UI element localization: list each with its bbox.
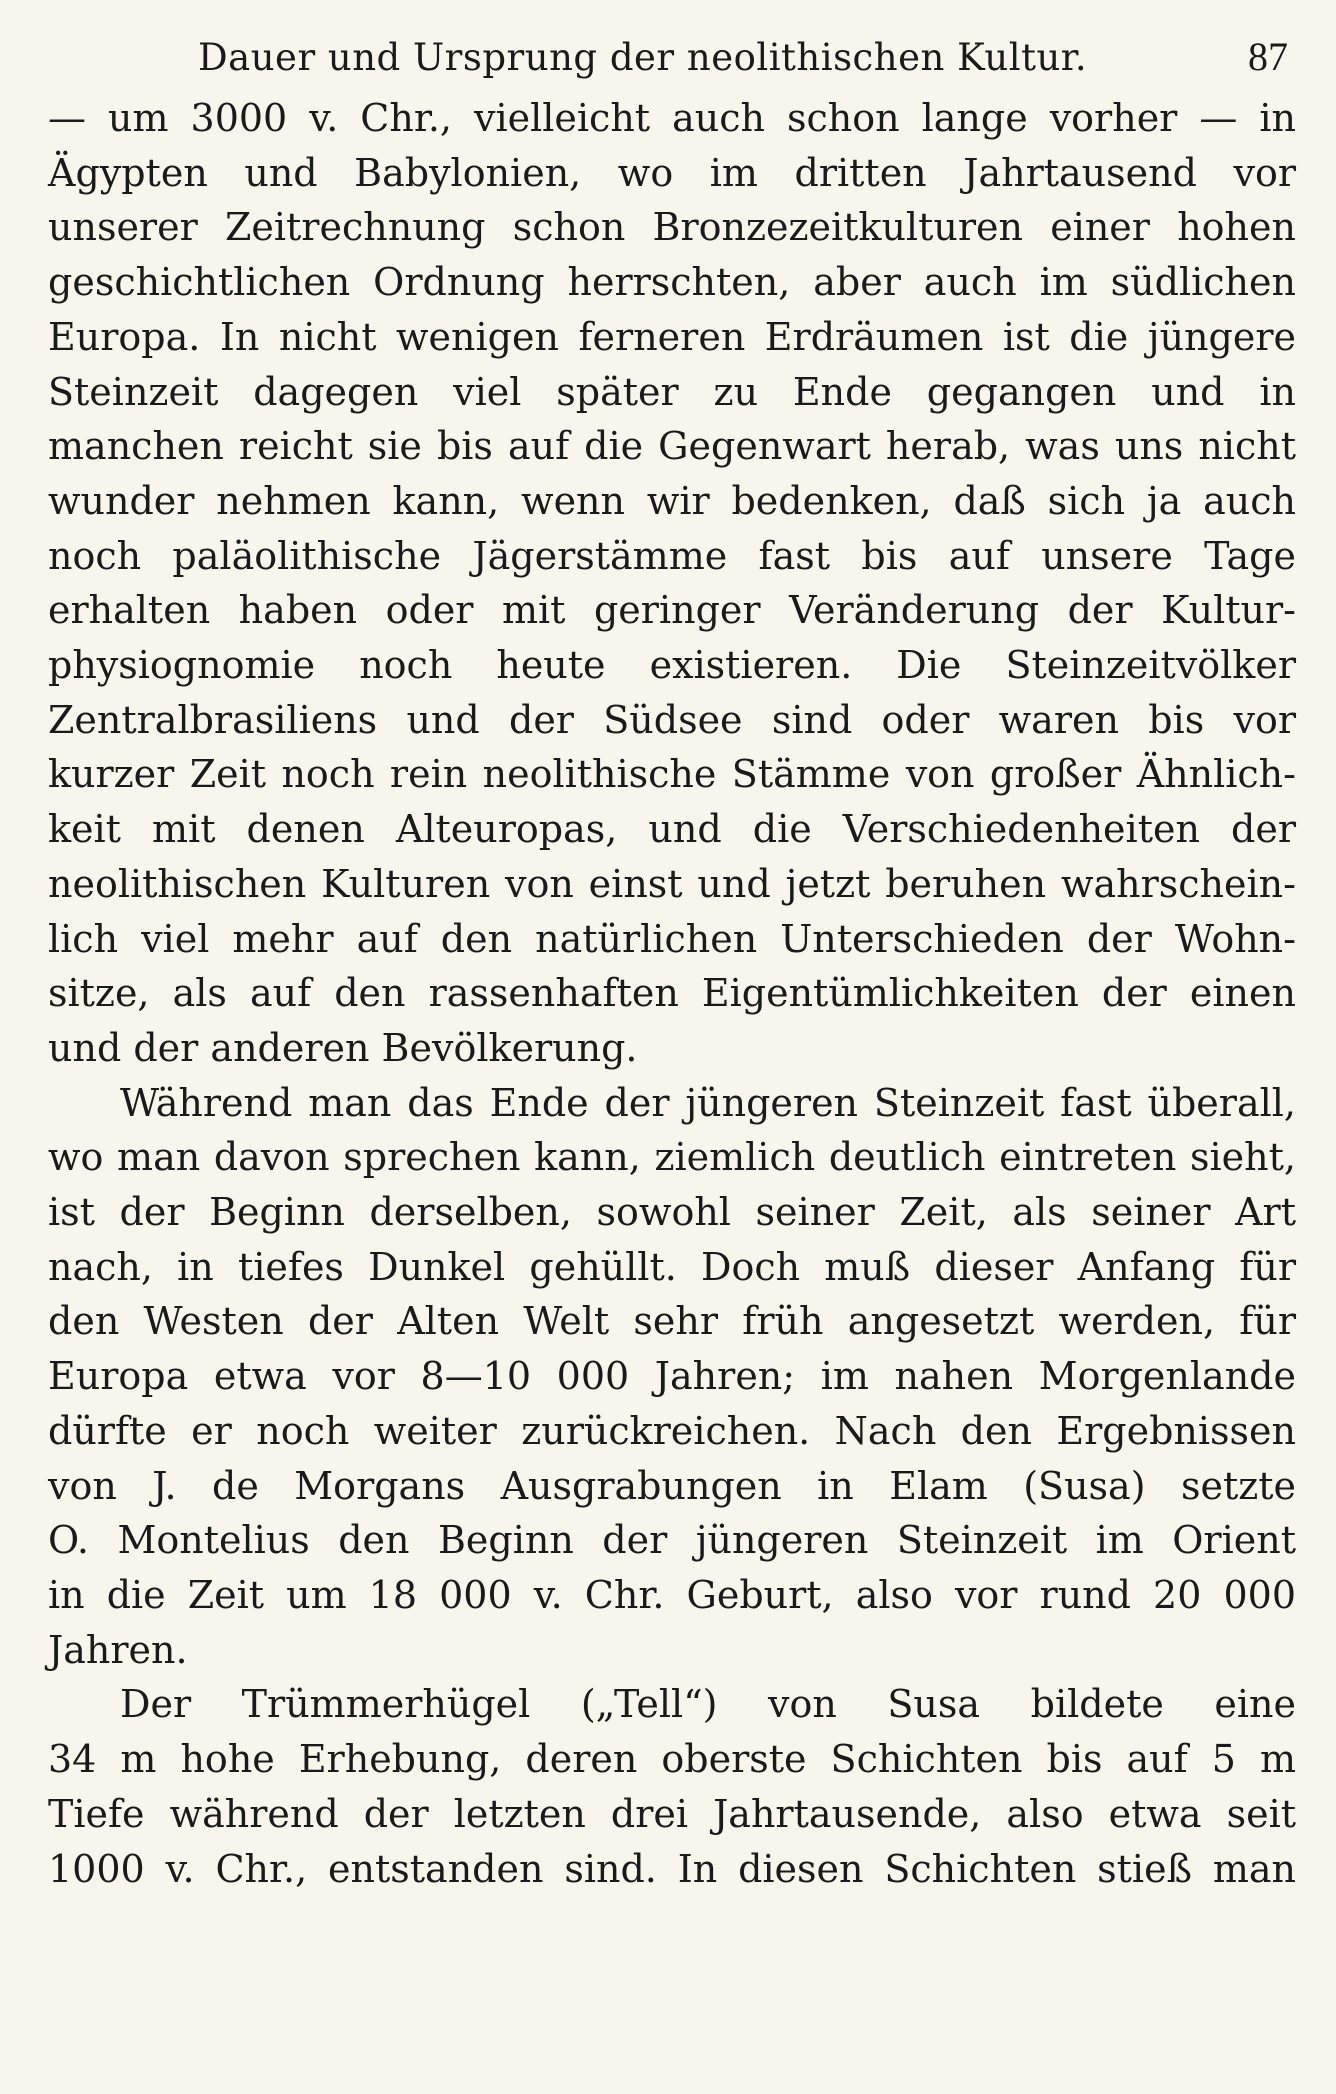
body-text (48, 91, 1296, 1896)
text-line: Europa. In nicht wenigen ferneren Erdräumen ist die jüngere (48, 314, 1296, 359)
paragraph-3 (48, 1677, 1296, 1896)
text-line: 1000 v. Chr., entstanden sind. In diesen Schichten stieß man (48, 1846, 1296, 1891)
text-line: Zentralbrasiliens und der Südsee sind oder waren bis vor (48, 697, 1296, 742)
text-line: von J. de Morgans Ausgrabungen in Elam (Susa) setzte (48, 1463, 1296, 1508)
paragraph-2 (48, 1076, 1296, 1678)
text-line: wo man davon sprechen kann, ziemlich deutlich eintreten sieht, (48, 1135, 1296, 1180)
text-line: Der Trümmerhügel („Tell“) von Susa bildete eine (120, 1682, 1296, 1727)
text-line: — um 3000 v. Chr., vielleicht auch schon lange vorher — in (48, 96, 1296, 140)
running-title: Dauer und Ursprung der neolithischen Kultur. (198, 36, 1088, 79)
text-line: neolithischen Kulturen von einst und jetzt beruhen wahrschein- (48, 861, 1296, 906)
running-head (48, 32, 1296, 83)
text-line: dürfte er noch weiter zurückreichen. Nach den Ergebnissen (48, 1408, 1296, 1453)
text-line: sitze, als auf den rassenhaften Eigentümlichkeiten der einen (48, 971, 1296, 1016)
text-line: keit mit denen Alteuropas, und die Verschiedenheiten der (48, 807, 1296, 852)
text-line: Europa etwa vor 8—10 000 Jahren; im nahen Morgenlande (48, 1354, 1296, 1399)
text-line: physiognomie noch heute existieren. Die Steinzeitvölker (48, 643, 1296, 688)
text-line: lich viel mehr auf den natürlichen Unterschieden der Wohn- (48, 916, 1296, 961)
text-line: Jahren. (48, 1627, 188, 1672)
text-line: in die Zeit um 18 000 v. Chr. Geburt, also vor rund 20 000 (48, 1572, 1296, 1617)
text-line: erhalten haben oder mit geringer Veränderung der Kultur- (48, 588, 1296, 633)
text-line: Ägypten und Babylonien, wo im dritten Jahrtausend vor (48, 150, 1296, 195)
text-line: 34 m hohe Erhebung, deren oberste Schichten bis auf 5 m (48, 1737, 1296, 1782)
text-line: ist der Beginn derselben, sowohl seiner Zeit, als seiner Art (48, 1190, 1296, 1235)
text-line: Während man das Ende der jüngeren Steinzeit fast überall, (120, 1080, 1296, 1125)
text-line: O. Montelius den Beginn der jüngeren Steinzeit im Orient (48, 1518, 1296, 1563)
paragraph-1 (48, 91, 1296, 1076)
text-line: und der anderen Bevölkerung. (48, 1025, 638, 1070)
text-line: wunder nehmen kann, wenn wir bedenken, daß sich ja auch (48, 478, 1296, 523)
text-line: manchen reicht sie bis auf die Gegenwart herab, was uns nicht (48, 424, 1296, 469)
text-line: den Westen der Alten Welt sehr früh angesetzt werden, für (48, 1299, 1296, 1344)
text-line: noch paläolithische Jägerstämme fast bis auf unsere Tage (48, 533, 1296, 578)
text-line: Steinzeit dagegen viel später zu Ende gegangen und in (48, 369, 1296, 414)
text-line: geschichtlichen Ordnung herrschten, aber auch im südlichen (48, 260, 1296, 305)
text-line: nach, in tiefes Dunkel gehüllt. Doch muß dieser Anfang für (48, 1244, 1296, 1289)
text-line: Tiefe während der letzten drei Jahrtausende, also etwa seit (48, 1791, 1296, 1836)
text-line: unserer Zeitrechnung schon Bronzezeitkulturen einer hohen (48, 205, 1296, 250)
text-line: kurzer Zeit noch rein neolithische Stämme von großer Ähnlich- (48, 752, 1296, 797)
page-number: 87 (1248, 34, 1288, 79)
